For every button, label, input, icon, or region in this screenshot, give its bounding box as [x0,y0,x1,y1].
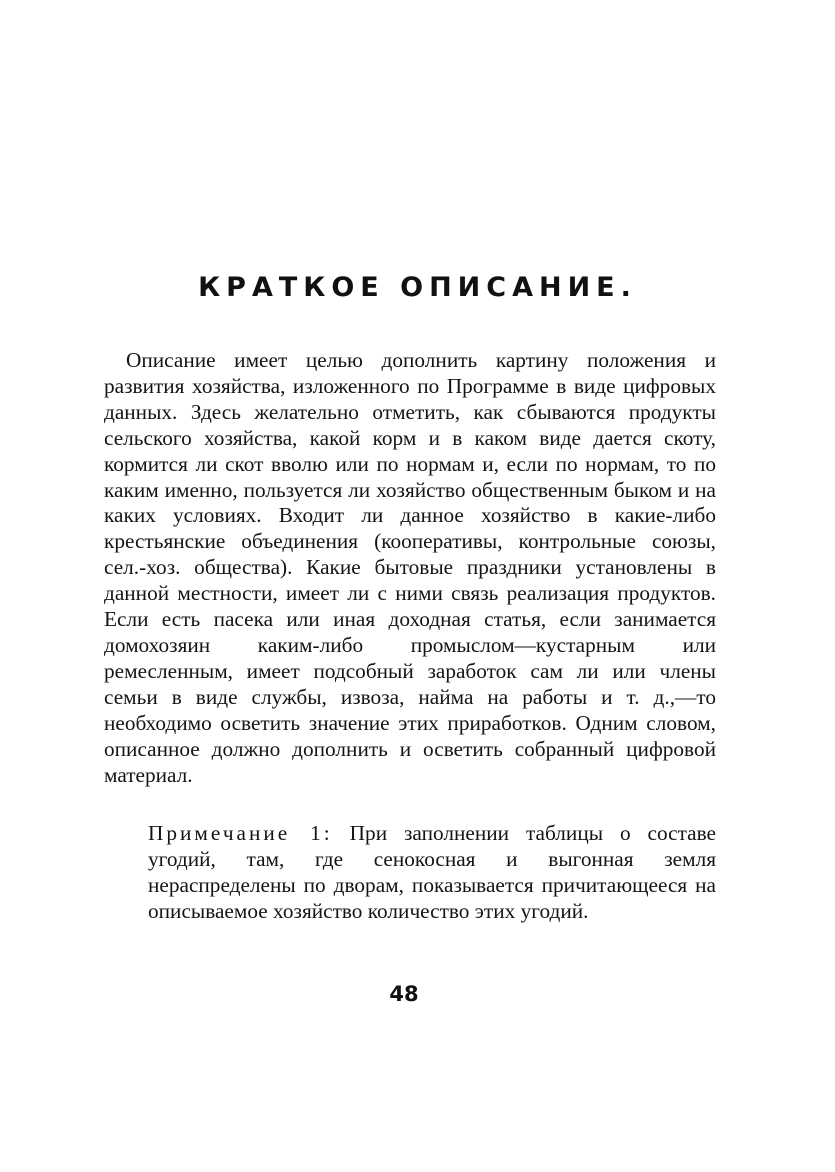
section-title: КРАТКОЕ ОПИСАНИЕ. [198,272,637,303]
note-paragraph [104,820,716,924]
page-number: 48 [389,982,419,1006]
note-text: При заполнении таблицы о составе угодий, там, где сенокосная и выгонная земля нераспределены по дворам, показывается причитающееся на описываемое хозяйство количество этих угодий. [148,821,717,923]
description-paragraph: Описание имеет целью дополнить картину положения и развития хозяйства, изложенного по Программе в виде цифровых данных. Здесь желательно отметить, как сбываются продукты сельского хозяйства, какой корм и в каком виде дается скоту, кормится ли скот вволю или по нормам и, если по нормам, то по каким именно, пользуется ли хозяйство общественным быком и на каких условиях. Входит ли данное хозяйство в какие-либо крестьянские объединения (кооперативы, контрольные союзы, сел.-хоз. общества). Какие бытовые праздники установлены в данной местности, имеет ли с ними связь реализация продуктов. Если есть пасека или иная доходная статья, если занимается домохозяин каким-либо промыслом—кустарным или ремесленным, имеет подсобный заработок сам ли или члены семьи в виде службы, извоза, найма на работы и т. д.,—то необходимо осветить значение этих приработков. Одним словом, описанное должно дополнить и осветить собранный цифровой материал. [104,348,716,787]
note-label: Примечание 1: [148,821,333,845]
